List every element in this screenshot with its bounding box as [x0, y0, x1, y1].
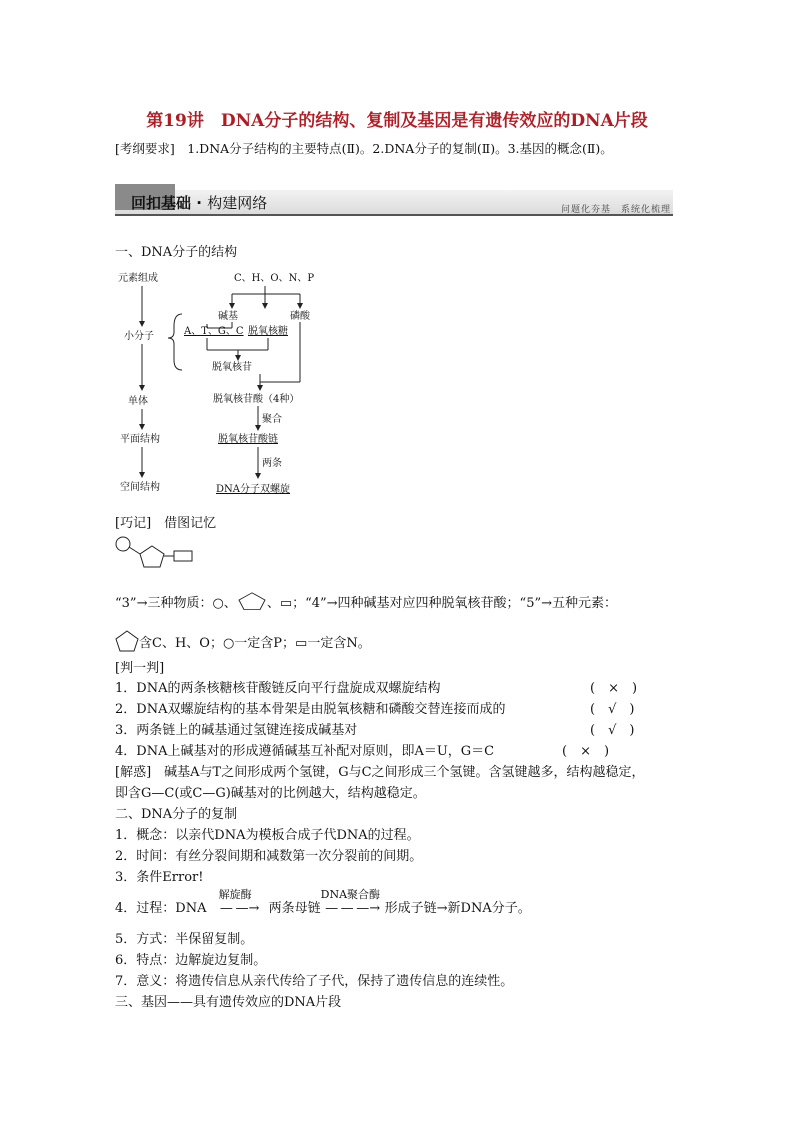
bases-list: A、T、G、C — [184, 326, 244, 337]
explanation-line-2: 即含G—C(或C—G)碱基对的比例越大，结构越稳定。 — [115, 786, 426, 801]
exam-requirements: [考纲要求] 1.DNA分子结构的主要特点(Ⅱ)。2.DNA分子的复制(Ⅱ)。3.基因的概念(Ⅱ)。 — [115, 141, 613, 156]
memory-line-1: “3”→三种物质：○、 、▭；“4”→四种碱基对应四种脱氧核苷酸；“5”→五种元素： — [115, 592, 617, 613]
judge-title: [判一判] — [115, 661, 165, 676]
banner-subtitle: 问题化夯基 系统化梳理 — [560, 205, 671, 215]
judge-item: 4．DNA上碱基对的形成遵循碱基互补配对原则，即A＝U，G＝C — [115, 744, 495, 759]
process-arrow-1: 解旋酶 — —→ — [218, 888, 260, 916]
replication-item: 6．特点：边解旋边复制。 — [115, 953, 267, 968]
memory-title: [巧记] 借图记忆 — [115, 516, 217, 531]
elements-label: C、H、O、N、P — [234, 273, 315, 284]
replication-item: 3．条件Error! — [115, 870, 204, 885]
replication-item: 5．方式：半保留复制。 — [115, 932, 254, 947]
judge-item: 3．两条链上的碱基通过氢键连接成碱基对 — [115, 723, 358, 738]
process-arrow-2: DNA聚合酶 — — —→ — [320, 888, 381, 916]
section-banner — [115, 184, 673, 218]
judge-mark: ( √ ) — [590, 702, 635, 717]
judge-item: 2．DNA双螺旋结构的基本骨架是由脱氧核糖和磷酸交替连接而成的 — [115, 702, 506, 717]
memory-line-2: 含C、H、O；○一定含P；▭一定含N。 — [115, 630, 371, 653]
dna-structure-diagram — [110, 264, 410, 504]
section-heading-replication: 二、DNA分子的复制 — [115, 807, 238, 822]
base-rect-icon — [174, 551, 192, 561]
base-label: 碱基 — [218, 311, 238, 322]
replication-process: 4．过程：DNA 解旋酶 — —→ 两条母链 DNA聚合酶 — — —→ 形成子链→新DNA分子。 — [115, 888, 531, 916]
level-small-molecule: 小分子 — [124, 331, 154, 342]
explanation-line-1: [解惑] 碱基A与T之间形成两个氢键，G与C之间形成三个氢键。含氢键越多，结构越稳定， — [115, 765, 645, 780]
level-spatial: 空间结构 — [120, 482, 160, 493]
judge-mark: ( × ) — [562, 744, 610, 759]
level-planar: 平面结构 — [120, 434, 160, 445]
phosphate-label: 磷酸 — [290, 311, 310, 322]
helix-label: DNA分子双螺旋 — [216, 484, 290, 495]
phosphate-circle-icon — [116, 537, 130, 551]
judge-mark: ( × ) — [590, 681, 638, 696]
replication-item: 1．概念：以亲代DNA为模板合成子代DNA的过程。 — [115, 828, 420, 843]
replication-item: 2．时间：有丝分裂间期和减数第一次分裂前的间期。 — [115, 849, 423, 864]
chain-label: 脱氧核苷酸链 — [218, 434, 278, 445]
section-heading-structure: 一、DNA分子的结构 — [115, 245, 238, 260]
two-chains-label: 两条 — [262, 458, 282, 469]
banner-title: 回扣基础 · 构建网络 — [131, 194, 268, 212]
pentagon-icon — [237, 592, 267, 610]
pentagon-icon — [115, 630, 139, 652]
section-heading-gene: 三、基因——具有遗传效应的DNA片段 — [115, 995, 342, 1010]
judge-mark: ( √ ) — [590, 723, 635, 738]
page-title: 第19讲 DNA分子的结构、复制及基因是有遗传效应的DNA片段 — [146, 111, 648, 131]
judge-item: 1．DNA的两条核糖核苷酸链反向平行盘旋成双螺旋结构 — [115, 681, 441, 696]
level-monomer: 单体 — [128, 396, 148, 407]
nucleotide-memory-figure — [114, 536, 198, 572]
pentose-pentagon-icon — [140, 546, 164, 567]
level-elements: 元素组成 — [118, 273, 158, 284]
nucleotide-label: 脱氧核苷酸（4种） — [213, 394, 300, 405]
replication-item: 7．意义：将遗传信息从亲代传给了子代，保持了遗传信息的连续性。 — [115, 974, 514, 989]
nucleoside-label: 脱氧核苷 — [212, 362, 252, 373]
polymerize-label: 聚合 — [262, 414, 282, 425]
deoxyribose-label: 脱氧核糖 — [248, 326, 288, 337]
